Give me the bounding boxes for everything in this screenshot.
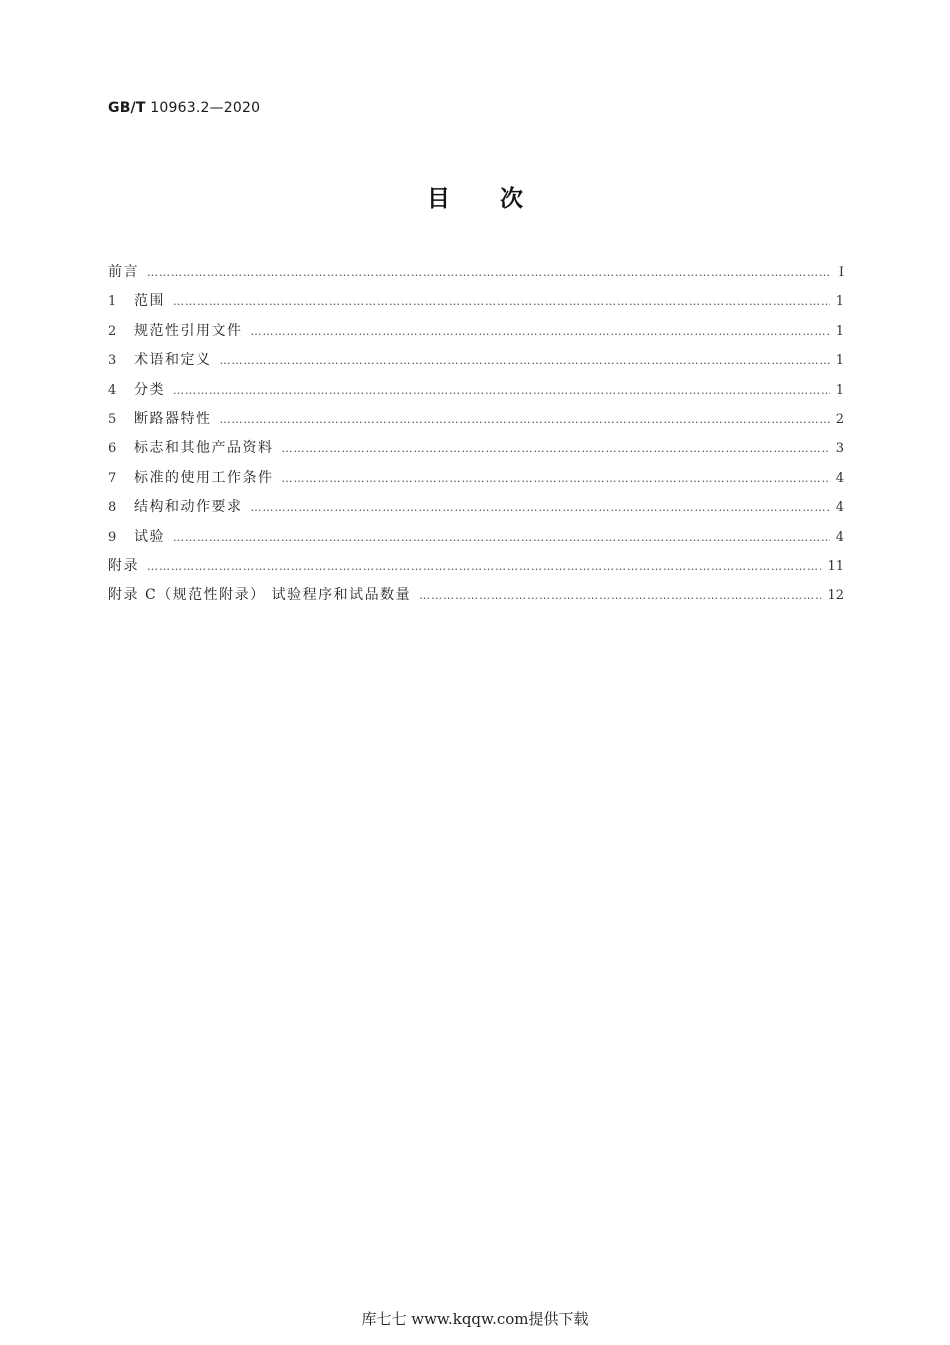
toc-entry-2[interactable] bbox=[108, 317, 844, 346]
toc-entry-text: 标准的使用工作条件 bbox=[134, 469, 274, 486]
toc-entry-number: 8 bbox=[108, 500, 117, 516]
toc-leader-dots bbox=[220, 405, 830, 434]
download-source-footer: 库七七 www.kqqw.com提供下载 bbox=[361, 1310, 589, 1328]
toc-entry-page: 2 bbox=[835, 411, 844, 427]
toc-entry-6[interactable] bbox=[108, 434, 844, 463]
toc-entry-page: 11 bbox=[827, 558, 844, 574]
toc-leader-dots bbox=[282, 434, 830, 463]
toc-entry-page: 12 bbox=[827, 588, 844, 604]
toc-entry-number: 6 bbox=[108, 441, 117, 457]
toc-entry-9[interactable] bbox=[108, 523, 844, 552]
toc-entry-text: 试验 bbox=[134, 528, 165, 545]
toc-entry-page: 1 bbox=[835, 294, 844, 310]
toc-entry-text: 结构和动作要求 bbox=[134, 499, 243, 516]
toc-leader-dots bbox=[282, 464, 830, 493]
toc-entry-8[interactable] bbox=[108, 493, 844, 522]
toc-entry-page: Ⅰ bbox=[838, 265, 844, 280]
toc-entry-number: 7 bbox=[108, 470, 117, 486]
toc-leader-dots bbox=[173, 376, 830, 405]
toc-entry-number: 3 bbox=[108, 353, 117, 369]
toc-entry-annex-c[interactable] bbox=[108, 581, 844, 610]
toc-entry-number: 9 bbox=[108, 529, 117, 545]
toc-leader-dots bbox=[419, 581, 821, 610]
standard-code bbox=[108, 100, 260, 116]
toc-entry-foreword[interactable] bbox=[108, 258, 844, 287]
standard-prefix: GB/T bbox=[108, 100, 146, 116]
toc-entry-text: 前言 bbox=[108, 264, 139, 280]
toc-leader-dots bbox=[173, 523, 830, 552]
toc-entry-number: 5 bbox=[108, 411, 117, 427]
toc-entry-page: 4 bbox=[835, 470, 844, 486]
table-of-contents bbox=[108, 258, 844, 611]
toc-entry-3[interactable] bbox=[108, 346, 844, 375]
toc-leader-dots bbox=[173, 287, 830, 316]
toc-entry-page: 4 bbox=[835, 500, 844, 516]
toc-entry-7[interactable] bbox=[108, 464, 844, 493]
toc-entry-page: 4 bbox=[835, 529, 844, 545]
toc-entry-1[interactable] bbox=[108, 287, 844, 316]
toc-leader-dots bbox=[220, 346, 830, 375]
toc-entry-page: 1 bbox=[835, 353, 844, 369]
toc-entry-text: 断路器特性 bbox=[134, 410, 212, 427]
toc-entry-text: 规范性引用文件 bbox=[134, 322, 243, 339]
standard-number: 10963.2—2020 bbox=[150, 100, 261, 116]
toc-entry-text: 附录 C（规范性附录） 试验程序和试品数量 bbox=[108, 587, 412, 604]
toc-leader-dots bbox=[251, 493, 830, 522]
toc-entry-number: 4 bbox=[108, 382, 117, 398]
toc-leader-dots bbox=[147, 258, 830, 287]
toc-entry-text: 范围 bbox=[134, 293, 165, 310]
toc-entry-page: 1 bbox=[835, 382, 844, 398]
toc-entry-text: 分类 bbox=[134, 381, 165, 398]
toc-leader-dots bbox=[251, 317, 830, 346]
toc-entry-text: 术语和定义 bbox=[134, 352, 212, 369]
page-title: 目次 bbox=[427, 186, 573, 212]
toc-entry-4[interactable] bbox=[108, 376, 844, 405]
toc-entry-5[interactable] bbox=[108, 405, 844, 434]
toc-entry-number: 1 bbox=[108, 294, 117, 310]
toc-entry-number: 2 bbox=[108, 323, 117, 339]
toc-entry-page: 1 bbox=[835, 323, 844, 339]
toc-entry-annex[interactable] bbox=[108, 552, 844, 581]
toc-entry-page: 3 bbox=[835, 441, 844, 457]
toc-entry-text: 标志和其他产品资料 bbox=[134, 440, 274, 457]
toc-entry-text: 附录 bbox=[108, 557, 139, 574]
toc-leader-dots bbox=[147, 552, 821, 581]
